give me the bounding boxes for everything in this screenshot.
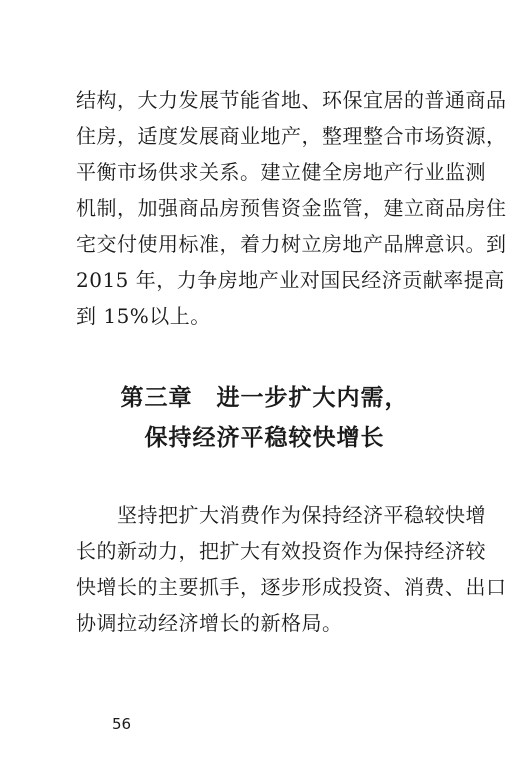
chapter-heading	[0, 378, 529, 458]
text-line: 长的新动力，把扩大有效投资作为保持经济较	[76, 539, 486, 563]
text-line: 结构，大力发展节能省地、环保宜居的普通商品	[76, 88, 507, 112]
chapter-heading-line-2: 保持经济平稳较快增长	[144, 425, 385, 451]
text-line: 协调拉动经济增长的新格局。	[76, 611, 343, 635]
text-line: 住房，适度发展商业地产，整理整合市场资源，	[76, 124, 507, 148]
body-paragraph-bottom	[76, 497, 507, 641]
text-line: 坚持把扩大消费作为保持经济平稳较快增	[76, 503, 486, 527]
text-line: 2015 年，力争房地产业对国民经济贡献率提高	[76, 268, 505, 292]
text-line: 机制，加强商品房预售资金监管，建立商品房住	[76, 196, 507, 220]
text-line: 到 15%以上。	[76, 304, 211, 328]
page-number: 56	[112, 715, 132, 733]
text-line: 快增长的主要抓手，逐步形成投资、消费、出口	[76, 575, 507, 599]
text-line: 平衡市场供求关系。建立健全房地产行业监测	[76, 160, 486, 184]
text-line: 宅交付使用标准，着力树立房地产品牌意识。到	[76, 232, 507, 256]
chapter-heading-line-1: 第三章 进一步扩大内需，	[120, 385, 409, 411]
body-paragraph-top	[76, 82, 507, 334]
